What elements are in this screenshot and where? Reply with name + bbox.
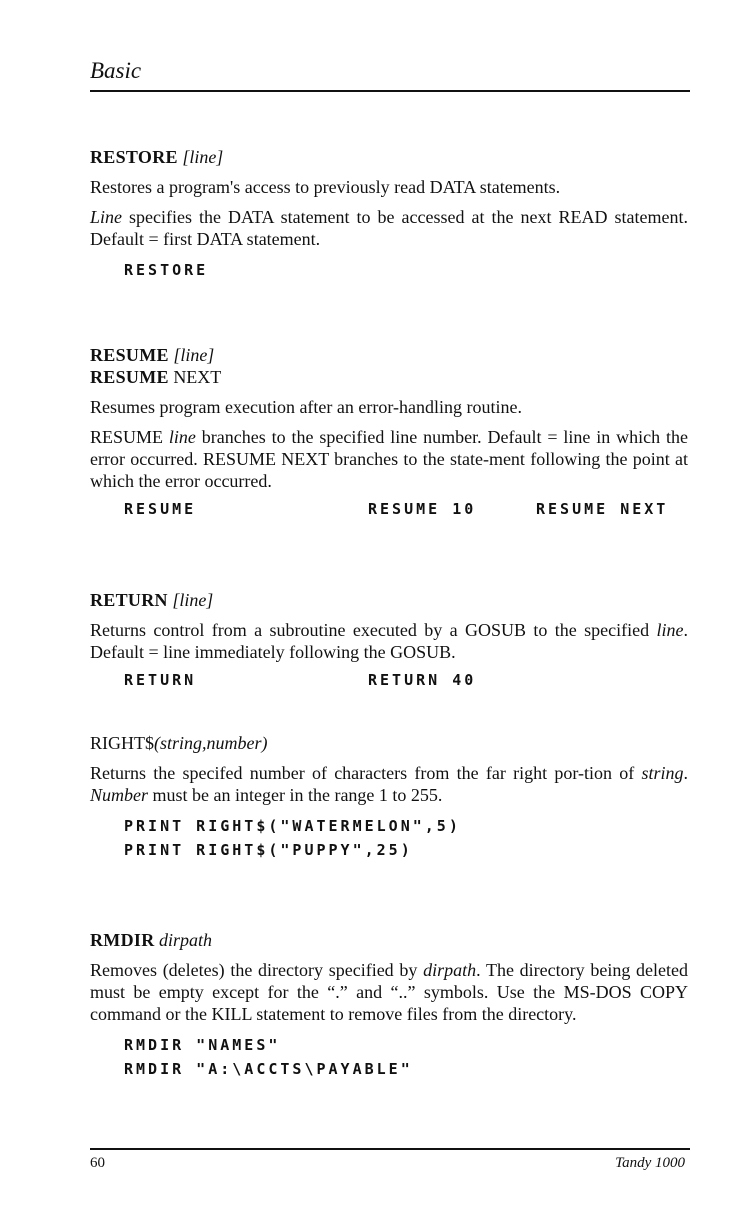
syntax-right: RIGHT$(string,number) bbox=[90, 733, 268, 753]
example-resume-1: RESUME bbox=[124, 500, 197, 518]
desc-resume-2: RESUME line branches to the specified line number. Default = line in which the error occurred. RESUME NEXT branches to the state-ment following the point at which the error occurred. bbox=[90, 427, 688, 491]
examples-return bbox=[90, 671, 688, 695]
desc-restore-1: Restores a program's access to previously read DATA statements. bbox=[90, 177, 561, 197]
entry-right bbox=[90, 732, 688, 862]
desc-right: Returns the specifed number of characters from the far right por-tion of string. Number must be an integer in the range 1 to 255. bbox=[90, 763, 688, 805]
page-number: 60 bbox=[90, 1155, 105, 1171]
header-rule bbox=[90, 90, 690, 92]
example-return-1: RETURN bbox=[124, 671, 197, 689]
example-resume-2: RESUME 10 bbox=[368, 500, 477, 518]
example-right-1: PRINT RIGHT$("WATERMELON",5) bbox=[124, 817, 461, 835]
syntax-rmdir: RMDIR dirpath bbox=[90, 930, 213, 950]
desc-rmdir: Removes (deletes) the directory specified by dirpath. The directory being deleted must be empty except for the “.” and “..” symbols. Use the MS-DOS COPY command or the KILL statement to remove files from the directory. bbox=[90, 960, 688, 1024]
entry-return bbox=[90, 589, 688, 695]
running-header: Basic bbox=[90, 58, 142, 83]
example-return-2: RETURN 40 bbox=[368, 671, 477, 689]
desc-return: Returns control from a subroutine executed by a GOSUB to the specified line. Default = line immediately following the GOSUB. bbox=[90, 620, 688, 662]
entry-rmdir bbox=[90, 929, 688, 1081]
entry-resume bbox=[90, 344, 688, 524]
example-restore: RESTORE bbox=[124, 261, 209, 279]
syntax-resume-1: RESUME [line] bbox=[90, 345, 215, 365]
syntax-return: RETURN [line] bbox=[90, 590, 214, 610]
example-resume-3: RESUME NEXT bbox=[536, 500, 669, 518]
examples-resume bbox=[90, 500, 688, 524]
entry-restore bbox=[90, 146, 688, 282]
desc-restore-2: Line specifies the DATA statement to be accessed at the next READ statement. Default = first DATA statement. bbox=[90, 207, 688, 249]
desc-resume-1: Resumes program execution after an error-handling routine. bbox=[90, 397, 522, 417]
syntax-resume-2: RESUME NEXT bbox=[90, 367, 222, 387]
syntax-restore: RESTORE [line] bbox=[90, 147, 224, 167]
example-rmdir-1: RMDIR "NAMES" bbox=[124, 1036, 281, 1054]
footer-rule bbox=[90, 1148, 690, 1150]
footer-brand: Tandy 1000 bbox=[615, 1155, 685, 1171]
example-right-2: PRINT RIGHT$("PUPPY",25) bbox=[124, 841, 413, 859]
example-rmdir-2: RMDIR "A:\ACCTS\PAYABLE" bbox=[124, 1060, 413, 1078]
